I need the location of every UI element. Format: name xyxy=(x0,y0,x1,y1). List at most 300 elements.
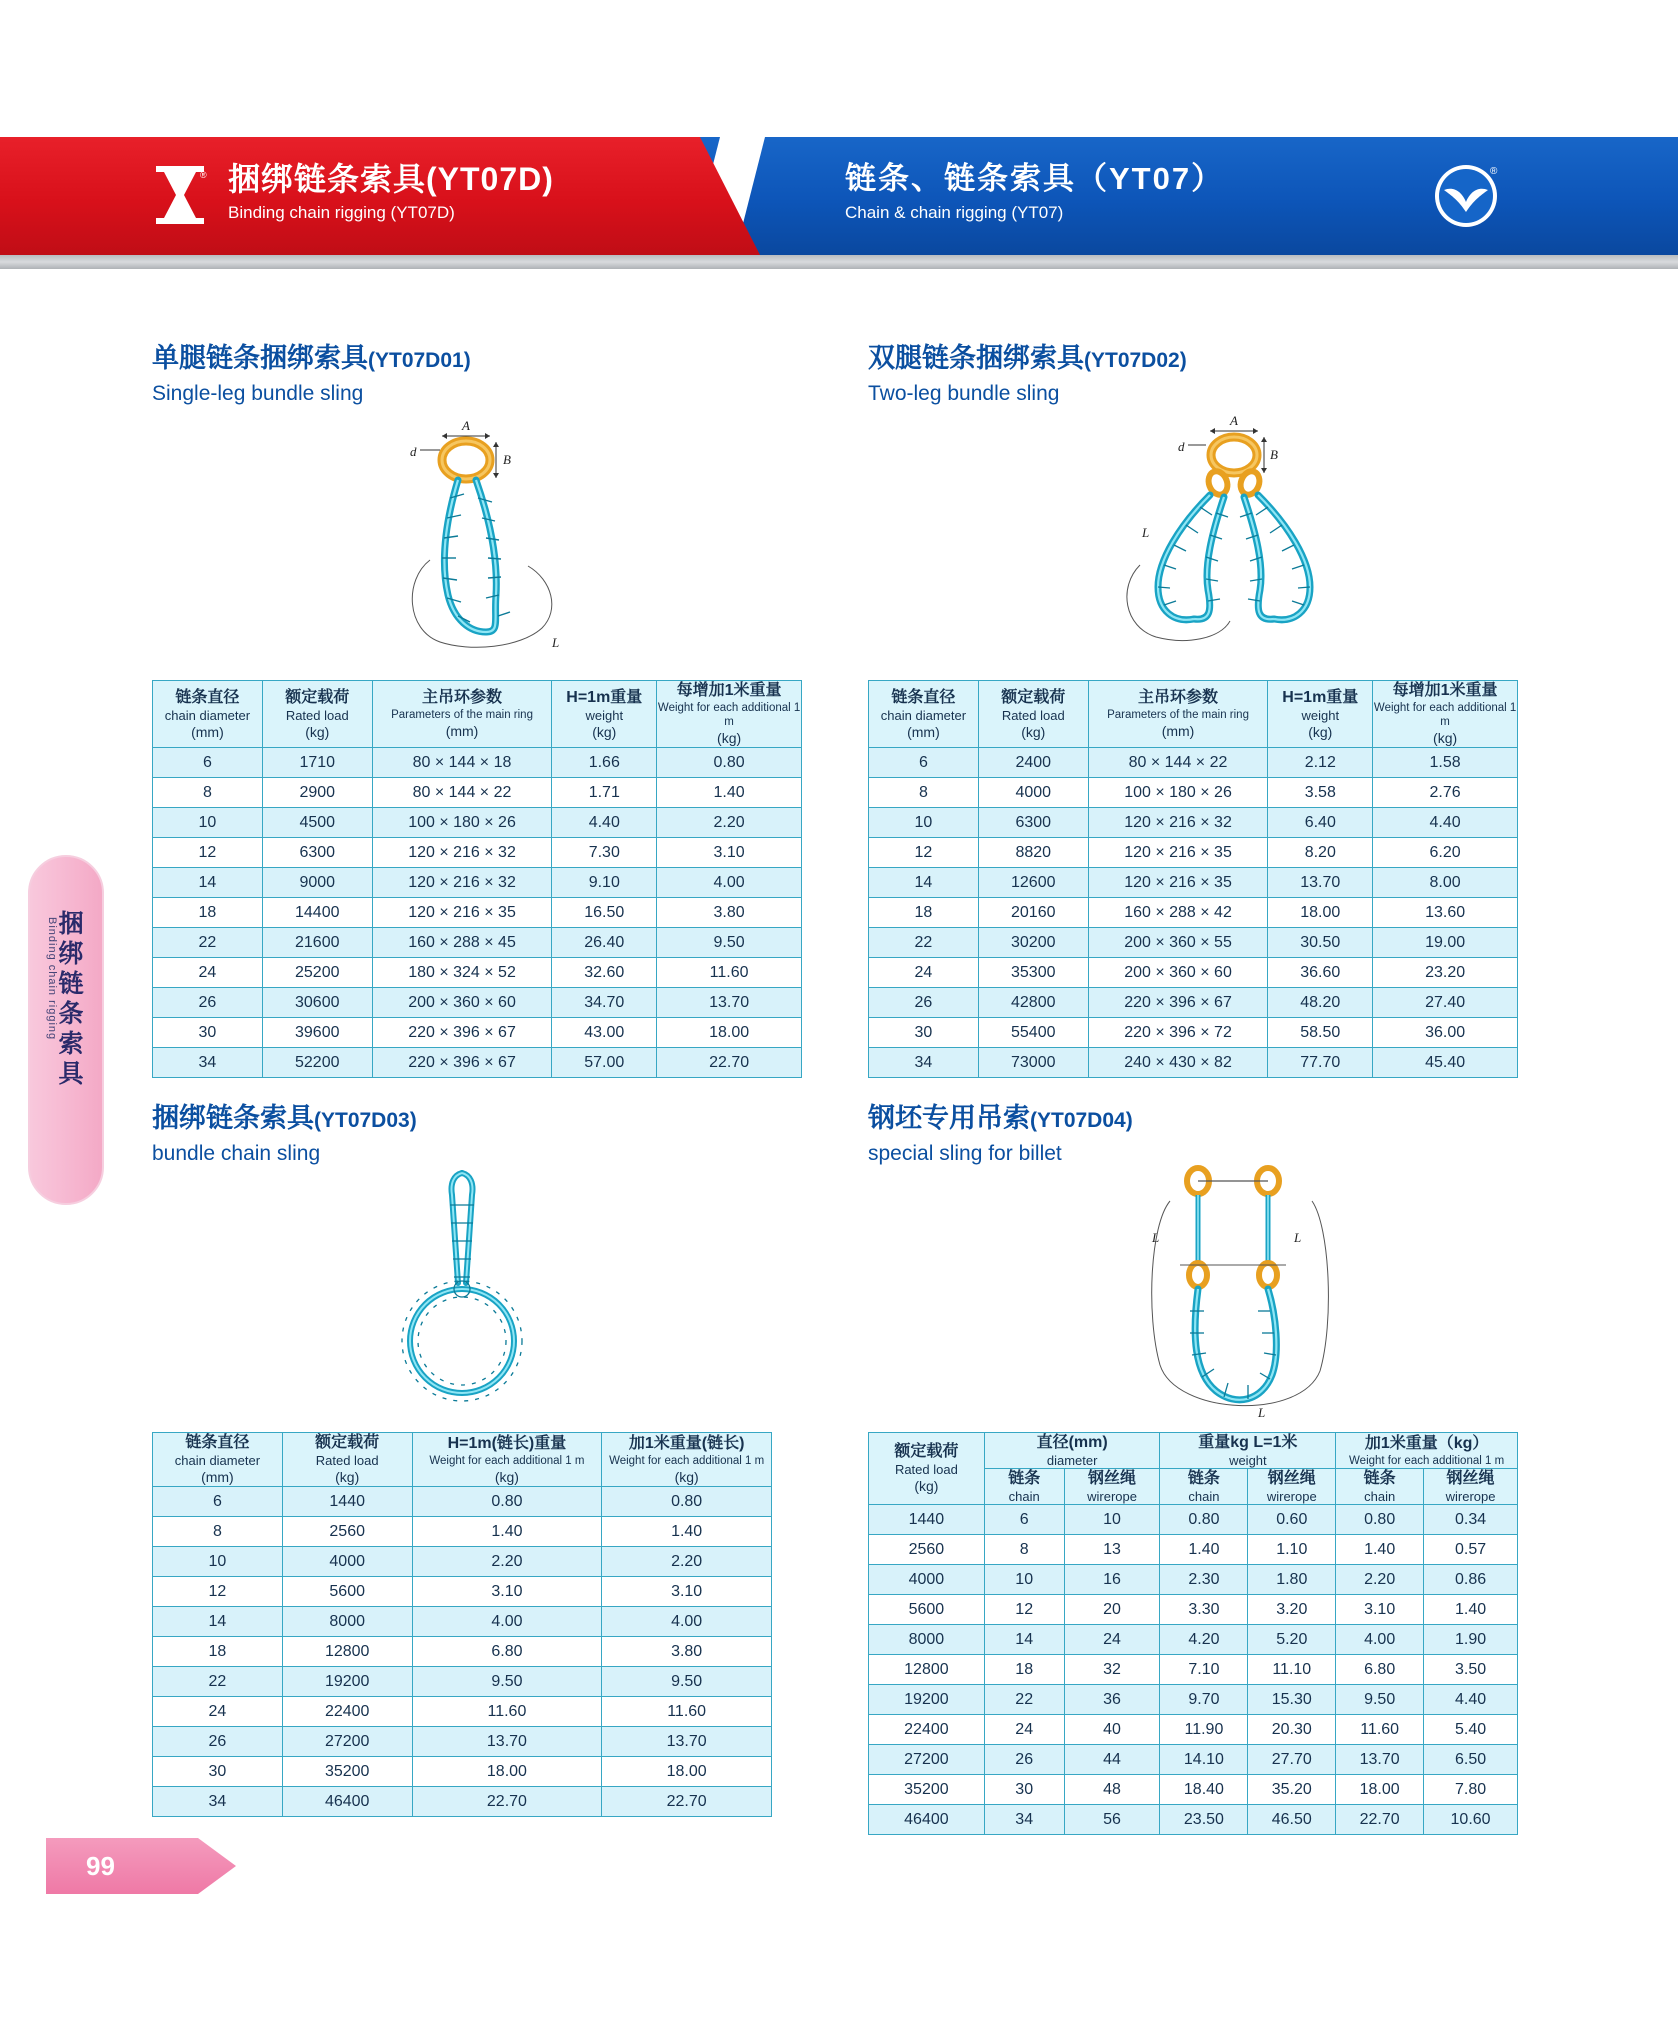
th-weight-additional: 每增加1米重量 Weight for each additional 1 m (kg) xyxy=(657,682,801,746)
table-cell: 120 × 216 × 35 xyxy=(372,898,552,928)
page-number-text: 99 xyxy=(86,1851,115,1881)
table-cell: 46400 xyxy=(869,1805,985,1835)
dim-label-L: L xyxy=(1142,525,1150,540)
table-cell: 22.70 xyxy=(657,1048,802,1078)
table-row xyxy=(869,1048,1518,1078)
table-cell: 10 xyxy=(984,1565,1064,1595)
table-row xyxy=(153,1697,772,1727)
th-weight-h1m: H=1m重量 weight (kg) xyxy=(1268,681,1373,748)
table-row xyxy=(153,988,802,1018)
table-cell: 11.60 xyxy=(602,1697,772,1727)
table-cell: 1.40 xyxy=(1160,1535,1248,1565)
header-bottom-rule xyxy=(0,255,1678,269)
table-row xyxy=(153,1577,772,1607)
dim-label-A: A xyxy=(462,418,470,433)
section3-code: (YT07D03) xyxy=(314,1109,417,1132)
table-cell: 2560 xyxy=(282,1517,412,1547)
table-row xyxy=(869,1685,1518,1715)
dim-label-A: A xyxy=(1230,413,1238,428)
table-row xyxy=(153,1547,772,1577)
table-cell: 34 xyxy=(153,1787,283,1817)
table-cell: 4.00 xyxy=(602,1607,772,1637)
table-row xyxy=(153,1487,772,1517)
table-cell: 120 × 216 × 35 xyxy=(1088,838,1268,868)
section2-title-en: Two-leg bundle sling xyxy=(868,382,1060,405)
dim-label-B: B xyxy=(503,452,511,467)
th-weight-additional-group: 加1米重量（kg） Weight for each additional 1 m xyxy=(1336,1433,1518,1469)
table-row xyxy=(869,1535,1518,1565)
table-cell: 200 × 360 × 55 xyxy=(1088,928,1268,958)
table-cell: 8 xyxy=(984,1535,1064,1565)
table-row xyxy=(869,988,1518,1018)
table-cell: 30 xyxy=(984,1775,1064,1805)
table-cell: 18.00 xyxy=(412,1757,602,1787)
table-row xyxy=(869,838,1518,868)
bundle-chain-sling-drawing xyxy=(400,1165,570,1425)
table-cell: 43.00 xyxy=(552,1018,657,1048)
section1-title-cn: 单腿链条捆绑索具 xyxy=(152,343,368,373)
table-row xyxy=(869,1565,1518,1595)
table-cell: 26 xyxy=(153,1727,283,1757)
table-cell: 18.00 xyxy=(602,1757,772,1787)
table-cell: 220 × 396 × 67 xyxy=(372,1048,552,1078)
table-cell: 5600 xyxy=(282,1577,412,1607)
table-cell: 3.58 xyxy=(1268,778,1373,808)
table-header-row xyxy=(153,681,802,748)
table-cell: 1.90 xyxy=(1424,1625,1518,1655)
table-cell: 5.20 xyxy=(1248,1625,1336,1655)
section1-code: (YT07D01) xyxy=(368,349,471,372)
table-cell: 12 xyxy=(984,1595,1064,1625)
table-cell: 4000 xyxy=(282,1547,412,1577)
table-yt07d03 xyxy=(152,1432,772,1817)
table-cell: 46400 xyxy=(282,1787,412,1817)
table-cell: 220 × 396 × 72 xyxy=(1088,1018,1268,1048)
table-cell: 0.80 xyxy=(412,1487,602,1517)
table-cell: 2.20 xyxy=(602,1547,772,1577)
section4-title-en: special sling for billet xyxy=(868,1142,1062,1165)
table-row xyxy=(869,1775,1518,1805)
table-row xyxy=(153,1517,772,1547)
table-cell: 34 xyxy=(984,1805,1064,1835)
table-cell: 3.10 xyxy=(412,1577,602,1607)
table-cell: 18.00 xyxy=(657,1018,802,1048)
table-cell: 10 xyxy=(153,808,263,838)
table-cell: 16.50 xyxy=(552,898,657,928)
table-cell: 14 xyxy=(984,1625,1064,1655)
table-cell: 20160 xyxy=(978,898,1088,928)
table-row xyxy=(869,808,1518,838)
table-cell: 1.40 xyxy=(1424,1595,1518,1625)
svg-text:®: ® xyxy=(1490,166,1498,177)
th-weight-chain: 链条 chain xyxy=(1160,1469,1248,1505)
th-rated-load: 额定载荷 Rated load (kg) xyxy=(978,681,1088,748)
table-cell: 4000 xyxy=(869,1565,985,1595)
table-cell: 24 xyxy=(1064,1625,1160,1655)
th-weight-group: 重量kg L=1米 weight xyxy=(1160,1433,1336,1469)
section4-title-cn: 钢坯专用吊索 xyxy=(868,1103,1030,1133)
table-cell: 9000 xyxy=(262,868,372,898)
table-cell: 120 × 216 × 32 xyxy=(1088,808,1268,838)
table-cell: 23.50 xyxy=(1160,1805,1248,1835)
table-cell: 5600 xyxy=(869,1595,985,1625)
side-tab-label-en: Binding chain rigging xyxy=(46,917,58,1041)
dim-label-d: d xyxy=(410,444,417,459)
table-cell: 9.70 xyxy=(1160,1685,1248,1715)
th-rated-load: 额定载荷 Rated load (kg) xyxy=(262,681,372,748)
table-cell: 4.00 xyxy=(412,1607,602,1637)
table-cell: 200 × 360 × 60 xyxy=(372,988,552,1018)
table-cell: 40 xyxy=(1064,1715,1160,1745)
table-header-row xyxy=(869,681,1518,748)
table-cell: 3.10 xyxy=(602,1577,772,1607)
table-cell: 4000 xyxy=(978,778,1088,808)
table-cell: 6.20 xyxy=(1373,838,1518,868)
table-cell: 30.50 xyxy=(1268,928,1373,958)
table-cell: 1.40 xyxy=(412,1517,602,1547)
th-chain-diameter: 链条直径 chain diameter (mm) xyxy=(869,681,979,748)
th-diameter-group: 直径(mm) diameter xyxy=(984,1433,1160,1469)
table-cell: 21600 xyxy=(262,928,372,958)
table-cell: 10 xyxy=(1064,1505,1160,1535)
table-cell: 48 xyxy=(1064,1775,1160,1805)
table-cell: 0.34 xyxy=(1424,1505,1518,1535)
table-cell: 120 × 216 × 32 xyxy=(372,868,552,898)
th-weight-h1m-chainlength: H=1m(链长)重量 Weight for each additional 1 m (kg) xyxy=(412,1433,602,1487)
side-tab-label-cn: 捆绑链条索具 xyxy=(58,910,84,1088)
table-cell: 6 xyxy=(153,1487,283,1517)
dim-label-B: B xyxy=(1270,447,1278,462)
table-yt07d04 xyxy=(868,1432,1518,1835)
table-cell: 35300 xyxy=(978,958,1088,988)
table-cell: 46.50 xyxy=(1248,1805,1336,1835)
table-cell: 56 xyxy=(1064,1805,1160,1835)
table-cell: 18 xyxy=(869,898,979,928)
table-cell: 42800 xyxy=(978,988,1088,1018)
table-cell: 2400 xyxy=(978,748,1088,778)
table-cell: 9.50 xyxy=(412,1667,602,1697)
table-cell: 30200 xyxy=(978,928,1088,958)
table-cell: 20.30 xyxy=(1248,1715,1336,1745)
two-leg-chain-sling-drawing xyxy=(1100,415,1400,670)
table-row xyxy=(153,1757,772,1787)
table-cell: 11.90 xyxy=(1160,1715,1248,1745)
table-cell: 24 xyxy=(153,958,263,988)
table-cell: 55400 xyxy=(978,1018,1088,1048)
table-cell: 1.71 xyxy=(552,778,657,808)
table-cell: 1440 xyxy=(869,1505,985,1535)
table-row xyxy=(869,1595,1518,1625)
table-cell: 3.50 xyxy=(1424,1655,1518,1685)
table-cell: 2.12 xyxy=(1268,748,1373,778)
table-cell: 27.40 xyxy=(1373,988,1518,1018)
table-cell: 8000 xyxy=(869,1625,985,1655)
table-cell: 14400 xyxy=(262,898,372,928)
table-cell: 8.20 xyxy=(1268,838,1373,868)
table-cell: 77.70 xyxy=(1268,1048,1373,1078)
table-cell: 1.10 xyxy=(1248,1535,1336,1565)
section4-code: (YT07D04) xyxy=(1030,1109,1133,1132)
table-cell: 1.40 xyxy=(657,778,802,808)
table-row xyxy=(153,1787,772,1817)
table-cell: 8 xyxy=(869,778,979,808)
billet-special-sling-drawing xyxy=(1120,1165,1370,1425)
th-diameter-wirerope: 钢丝绳 wirerope xyxy=(1064,1469,1160,1505)
table-cell: 30600 xyxy=(262,988,372,1018)
table-cell: 19200 xyxy=(282,1667,412,1697)
th-weight-wirerope: 钢丝绳 wirerope xyxy=(1248,1469,1336,1505)
header-left-title-en: Binding chain rigging (YT07D) xyxy=(228,203,455,222)
table-cell: 22400 xyxy=(282,1697,412,1727)
table-cell: 13.60 xyxy=(1373,898,1518,928)
table-cell: 13.70 xyxy=(657,988,802,1018)
table-cell: 8000 xyxy=(282,1607,412,1637)
table-row xyxy=(153,1637,772,1667)
table-cell: 1.66 xyxy=(552,748,657,778)
table-cell: 58.50 xyxy=(1268,1018,1373,1048)
table-row xyxy=(869,1505,1518,1535)
table-row xyxy=(869,928,1518,958)
table-cell: 35200 xyxy=(282,1757,412,1787)
table-row xyxy=(869,898,1518,928)
table-cell: 44 xyxy=(1064,1745,1160,1775)
svg-text:®: ® xyxy=(200,170,207,180)
table-row xyxy=(869,1625,1518,1655)
table-cell: 11.60 xyxy=(657,958,802,988)
th-rated-load: 额定载荷 Rated load (kg) xyxy=(869,1433,985,1505)
th-main-ring-params: 主吊环参数 Parameters of the main ring (mm) xyxy=(1088,681,1268,748)
th-weight-additional: 每增加1米重量 Weight for each additional 1 m (kg) xyxy=(1373,682,1517,746)
table-cell: 24 xyxy=(153,1697,283,1727)
table-row xyxy=(869,1805,1518,1835)
table-cell: 6 xyxy=(153,748,263,778)
table-cell: 57.00 xyxy=(552,1048,657,1078)
table-cell: 22 xyxy=(153,1667,283,1697)
table-cell: 11.60 xyxy=(412,1697,602,1727)
table-cell: 4.40 xyxy=(1373,808,1518,838)
dim-label-L-bottom: L xyxy=(1258,1405,1266,1420)
table-cell: 18.40 xyxy=(1160,1775,1248,1805)
table-cell: 4500 xyxy=(262,808,372,838)
th-rated-load: 额定载荷 Rated load (kg) xyxy=(282,1433,412,1487)
table-yt07d01 xyxy=(152,680,802,1078)
table-cell: 200 × 360 × 60 xyxy=(1088,958,1268,988)
table-cell: 14.10 xyxy=(1160,1745,1248,1775)
table-cell: 32 xyxy=(1064,1655,1160,1685)
section2-title-cn: 双腿链条捆绑索具 xyxy=(868,343,1084,373)
table-cell: 2.20 xyxy=(657,808,802,838)
table-cell: 4.40 xyxy=(1424,1685,1518,1715)
table-row xyxy=(153,1667,772,1697)
table-cell: 0.86 xyxy=(1424,1565,1518,1595)
table-row xyxy=(869,958,1518,988)
table-row xyxy=(153,1607,772,1637)
dim-label-d: d xyxy=(1178,439,1185,454)
table-cell: 22400 xyxy=(869,1715,985,1745)
table-header-row xyxy=(153,1433,772,1487)
table-cell: 4.00 xyxy=(657,868,802,898)
table-cell: 4.20 xyxy=(1160,1625,1248,1655)
table-cell: 13.70 xyxy=(412,1727,602,1757)
dim-label-L: L xyxy=(552,635,560,650)
table-cell: 6.40 xyxy=(1268,808,1373,838)
table-cell: 8820 xyxy=(978,838,1088,868)
table-cell: 0.60 xyxy=(1248,1505,1336,1535)
table-cell: 19.00 xyxy=(1373,928,1518,958)
th-diameter-chain: 链条 chain xyxy=(984,1469,1064,1505)
header-left-titles xyxy=(228,159,554,225)
table-cell: 10 xyxy=(869,808,979,838)
table-cell: 0.80 xyxy=(602,1487,772,1517)
table-cell: 4.40 xyxy=(552,808,657,838)
table-cell: 3.80 xyxy=(657,898,802,928)
table-row xyxy=(869,868,1518,898)
table-cell: 7.10 xyxy=(1160,1655,1248,1685)
th-chain-diameter: 链条直径 chain diameter (mm) xyxy=(153,681,263,748)
table-cell: 6 xyxy=(984,1505,1064,1535)
table-row xyxy=(869,778,1518,808)
table-cell: 2560 xyxy=(869,1535,985,1565)
single-leg-chain-sling-drawing xyxy=(400,420,660,670)
table-row xyxy=(153,1048,802,1078)
table-cell: 14 xyxy=(869,868,979,898)
table-cell: 12 xyxy=(153,1577,283,1607)
table-row xyxy=(153,808,802,838)
table-cell: 25200 xyxy=(262,958,372,988)
table-cell: 80 × 144 × 22 xyxy=(372,778,552,808)
table-cell: 22.70 xyxy=(1336,1805,1424,1835)
table-cell: 3.30 xyxy=(1160,1595,1248,1625)
table-cell: 10.60 xyxy=(1424,1805,1518,1835)
table-cell: 9.10 xyxy=(552,868,657,898)
table-cell: 2.76 xyxy=(1373,778,1518,808)
table-cell: 2.20 xyxy=(412,1547,602,1577)
section-title-yt07d03 xyxy=(152,1100,417,1169)
table-cell: 12 xyxy=(153,838,263,868)
table-cell: 7.30 xyxy=(552,838,657,868)
table-cell: 27.70 xyxy=(1248,1745,1336,1775)
table-cell: 19200 xyxy=(869,1685,985,1715)
table-cell: 26 xyxy=(153,988,263,1018)
table-cell: 80 × 144 × 22 xyxy=(1088,748,1268,778)
table-cell: 26.40 xyxy=(552,928,657,958)
table-cell: 16 xyxy=(1064,1565,1160,1595)
table-cell: 2.30 xyxy=(1160,1565,1248,1595)
table-cell: 22 xyxy=(984,1685,1064,1715)
table-row xyxy=(869,1715,1518,1745)
table-cell: 36.60 xyxy=(1268,958,1373,988)
table-cell: 26 xyxy=(869,988,979,1018)
page-number xyxy=(46,1838,236,1894)
table-cell: 1.40 xyxy=(602,1517,772,1547)
table-row xyxy=(153,898,802,928)
section-title-yt07d01 xyxy=(152,340,471,409)
table-cell: 160 × 288 × 42 xyxy=(1088,898,1268,928)
table-cell: 27200 xyxy=(282,1727,412,1757)
table-cell: 22 xyxy=(869,928,979,958)
table-row xyxy=(869,748,1518,778)
table-cell: 12800 xyxy=(869,1655,985,1685)
th-weight-additional-chainlength: 加1米重量(链长) Weight for each additional 1 m (kg) xyxy=(602,1433,772,1487)
table-row xyxy=(153,1018,802,1048)
header-right-title-en: Chain & chain rigging (YT07) xyxy=(845,203,1064,222)
table-cell: 3.10 xyxy=(1336,1595,1424,1625)
table-cell: 18 xyxy=(153,1637,283,1667)
table-cell: 73000 xyxy=(978,1048,1088,1078)
dim-label-L-left: L xyxy=(1152,1230,1160,1245)
table-cell: 34 xyxy=(153,1048,263,1078)
header-right-titles xyxy=(845,159,1224,225)
table-cell: 48.20 xyxy=(1268,988,1373,1018)
table-cell: 6.80 xyxy=(412,1637,602,1667)
section-title-yt07d04 xyxy=(868,1100,1133,1169)
table-cell: 22.70 xyxy=(412,1787,602,1817)
table-cell: 0.80 xyxy=(1160,1505,1248,1535)
table-cell: 30 xyxy=(153,1757,283,1787)
table-cell: 9.50 xyxy=(602,1667,772,1697)
table-cell: 1.58 xyxy=(1373,748,1518,778)
table-cell: 12 xyxy=(869,838,979,868)
table-cell: 6.80 xyxy=(1336,1655,1424,1685)
table-cell: 12800 xyxy=(282,1637,412,1667)
table-cell: 6300 xyxy=(262,838,372,868)
th-main-ring-params: 主吊环参数 Parameters of the main ring (mm) xyxy=(372,681,552,748)
table-cell: 11.60 xyxy=(1336,1715,1424,1745)
table-row xyxy=(153,778,802,808)
page-number-background xyxy=(46,1838,236,1894)
table-row xyxy=(153,928,802,958)
table-row xyxy=(153,748,802,778)
table-cell: 18.00 xyxy=(1336,1775,1424,1805)
table-cell: 9.50 xyxy=(657,928,802,958)
company-mark-icon xyxy=(150,164,210,226)
table-yt07d02 xyxy=(868,680,1518,1078)
table-row xyxy=(153,838,802,868)
table-cell: 6 xyxy=(869,748,979,778)
table-cell: 39600 xyxy=(262,1018,372,1048)
table-cell: 11.10 xyxy=(1248,1655,1336,1685)
table-cell: 2.20 xyxy=(1336,1565,1424,1595)
header-right-title-cn: 链条、链条索具（YT07） xyxy=(845,161,1225,196)
table-cell: 3.80 xyxy=(602,1637,772,1667)
table-cell: 6.50 xyxy=(1424,1745,1518,1775)
table-cell: 45.40 xyxy=(1373,1048,1518,1078)
table-cell: 22.70 xyxy=(602,1787,772,1817)
table-cell: 1.40 xyxy=(1336,1535,1424,1565)
table-cell: 18 xyxy=(153,898,263,928)
table-cell: 0.80 xyxy=(657,748,802,778)
table-cell: 52200 xyxy=(262,1048,372,1078)
table-cell: 13.70 xyxy=(1336,1745,1424,1775)
table-cell: 34.70 xyxy=(552,988,657,1018)
table-row xyxy=(153,1727,772,1757)
table-cell: 13 xyxy=(1064,1535,1160,1565)
table-cell: 35.20 xyxy=(1248,1775,1336,1805)
table-cell: 36 xyxy=(1064,1685,1160,1715)
table-cell: 120 × 216 × 32 xyxy=(372,838,552,868)
table-cell: 30 xyxy=(153,1018,263,1048)
table-cell: 5.40 xyxy=(1424,1715,1518,1745)
dim-label-L-right: L xyxy=(1294,1230,1302,1245)
th-weight-h1m: H=1m重量 weight (kg) xyxy=(552,681,657,748)
table-cell: 13.70 xyxy=(602,1727,772,1757)
table-cell: 34 xyxy=(869,1048,979,1078)
table-cell: 8 xyxy=(153,778,263,808)
table-cell: 24 xyxy=(869,958,979,988)
table-cell: 13.70 xyxy=(1268,868,1373,898)
th-additional-wirerope: 钢丝绳 wirerope xyxy=(1424,1469,1518,1505)
table-cell: 36.00 xyxy=(1373,1018,1518,1048)
